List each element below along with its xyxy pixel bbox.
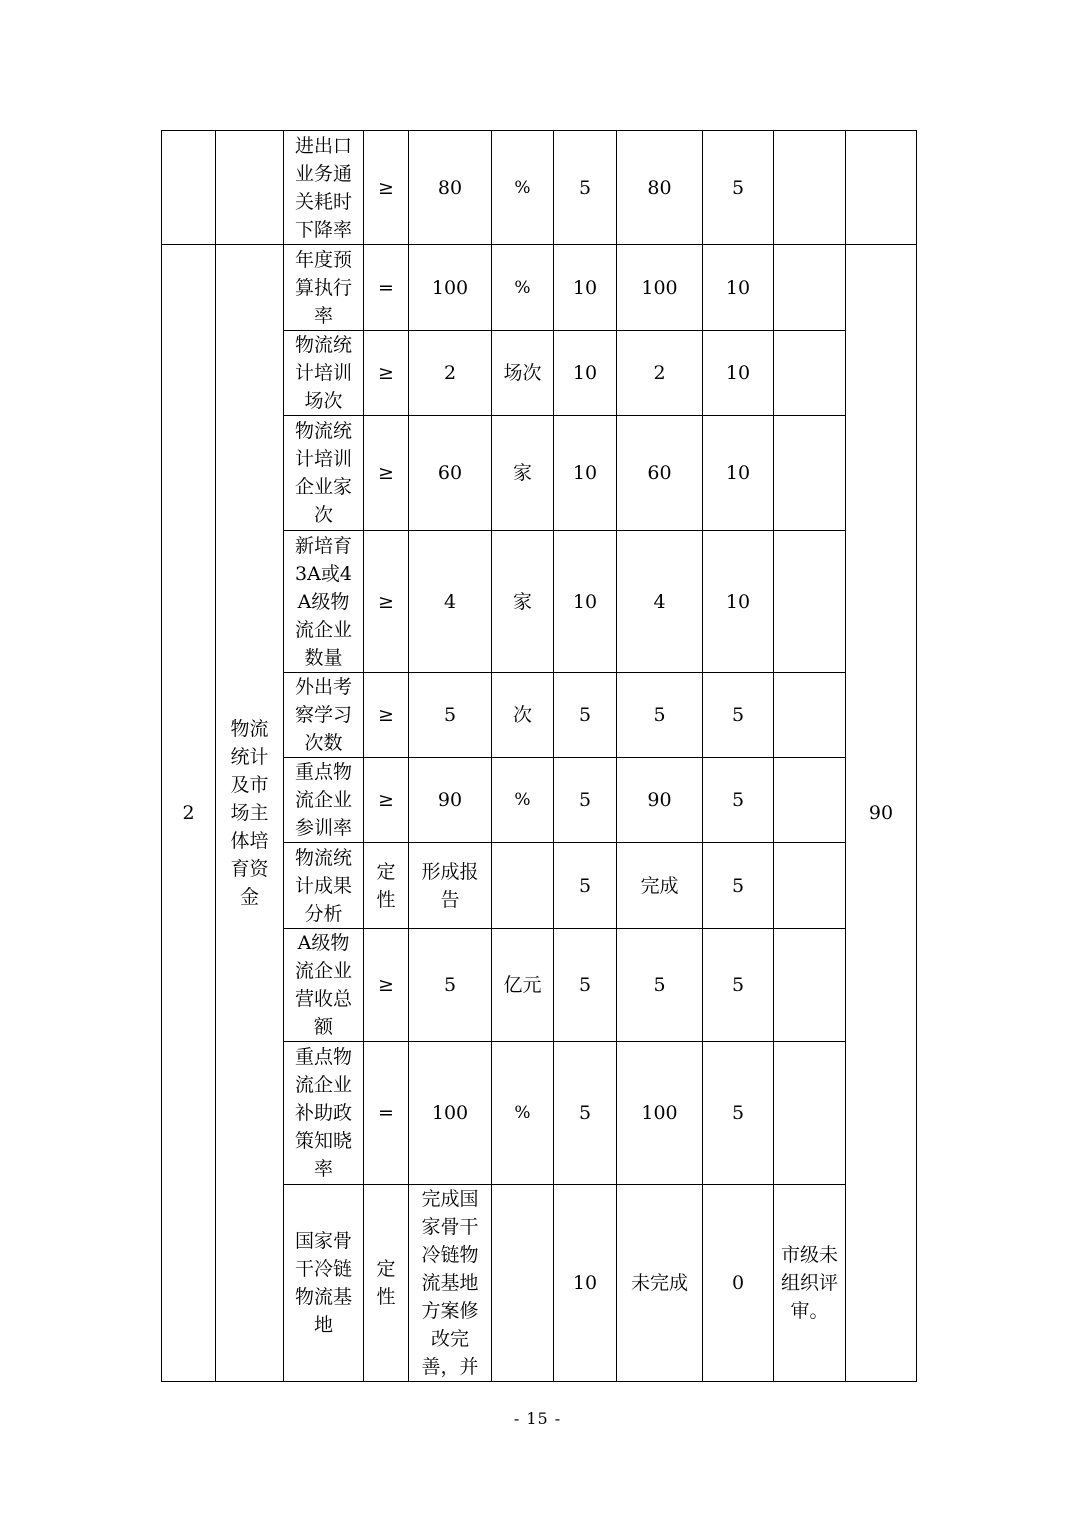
score-cell: 5 [703, 1042, 774, 1185]
project-cell [216, 131, 284, 245]
weight-cell: 10 [554, 331, 617, 416]
note-cell [774, 245, 846, 331]
weight-cell: 5 [554, 758, 617, 843]
actual-cell: 完成 [617, 843, 703, 929]
target-cell: 100 [409, 1042, 492, 1185]
note-cell [774, 416, 846, 531]
target-cell: 100 [409, 245, 492, 331]
note-cell [774, 1042, 846, 1185]
note-cell [774, 758, 846, 843]
note-cell [774, 531, 846, 673]
table-row [162, 131, 917, 245]
weight-cell: 5 [554, 131, 617, 245]
weight-cell: 10 [554, 245, 617, 331]
actual-cell: 90 [617, 758, 703, 843]
note-cell [774, 843, 846, 929]
note-cell [774, 673, 846, 758]
indicator-cell: 年度预算执行率 [284, 245, 364, 331]
operator-cell: ≥ [364, 331, 409, 416]
seq-cell [162, 131, 216, 245]
unit-cell: % [492, 758, 554, 843]
operator-cell: 定性 [364, 843, 409, 929]
score-cell: 5 [703, 673, 774, 758]
operator-cell: ≥ [364, 131, 409, 245]
unit-cell: 家 [492, 531, 554, 673]
target-cell: 5 [409, 673, 492, 758]
actual-cell: 5 [617, 929, 703, 1042]
unit-cell: % [492, 131, 554, 245]
indicator-cell: 物流统计培训企业家次 [284, 416, 364, 531]
indicator-cell: 新培育3A或4A级物流企业数量 [284, 531, 364, 673]
target-cell: 形成报告 [409, 843, 492, 929]
unit-cell [492, 843, 554, 929]
indicator-cell: 重点物流企业参训率 [284, 758, 364, 843]
indicator-cell: 外出考察学习次数 [284, 673, 364, 758]
operator-cell: ≥ [364, 531, 409, 673]
target-cell: 4 [409, 531, 492, 673]
unit-cell: 亿元 [492, 929, 554, 1042]
actual-cell: 5 [617, 673, 703, 758]
unit-cell: % [492, 245, 554, 331]
seq-cell: 2 [162, 245, 216, 1382]
target-cell: 5 [409, 929, 492, 1042]
score-cell: 10 [703, 531, 774, 673]
score-cell: 10 [703, 416, 774, 531]
score-cell: 5 [703, 843, 774, 929]
target-cell: 2 [409, 331, 492, 416]
unit-cell: 次 [492, 673, 554, 758]
operator-cell: = [364, 1042, 409, 1185]
score-cell: 5 [703, 131, 774, 245]
actual-cell: 100 [617, 1042, 703, 1185]
table-row [162, 245, 917, 331]
note-cell [774, 929, 846, 1042]
note-cell [774, 331, 846, 416]
total-cell: 90 [846, 245, 917, 1382]
project-cell: 物流统计及市场主体培育资金 [216, 245, 284, 1382]
score-cell: 5 [703, 758, 774, 843]
weight-cell: 5 [554, 1042, 617, 1185]
actual-cell: 4 [617, 531, 703, 673]
note-cell [774, 131, 846, 245]
score-cell: 5 [703, 929, 774, 1042]
target-cell: 90 [409, 758, 492, 843]
unit-cell [492, 1185, 554, 1382]
unit-cell: % [492, 1042, 554, 1185]
unit-cell: 家 [492, 416, 554, 531]
operator-cell: ≥ [364, 758, 409, 843]
indicator-table [161, 130, 917, 1382]
weight-cell: 10 [554, 1185, 617, 1382]
actual-cell: 60 [617, 416, 703, 531]
weight-cell: 10 [554, 416, 617, 531]
operator-cell: ≥ [364, 416, 409, 531]
actual-cell: 2 [617, 331, 703, 416]
target-cell: 80 [409, 131, 492, 245]
operator-cell: 定性 [364, 1185, 409, 1382]
weight-cell: 10 [554, 531, 617, 673]
actual-cell: 未完成 [617, 1185, 703, 1382]
weight-cell: 5 [554, 673, 617, 758]
note-cell: 市级未组织评审。 [774, 1185, 846, 1382]
operator-cell: ≥ [364, 929, 409, 1042]
operator-cell: ≥ [364, 673, 409, 758]
actual-cell: 100 [617, 245, 703, 331]
indicator-cell: 物流统计成果分析 [284, 843, 364, 929]
actual-cell: 80 [617, 131, 703, 245]
weight-cell: 5 [554, 843, 617, 929]
operator-cell: = [364, 245, 409, 331]
target-cell: 60 [409, 416, 492, 531]
unit-cell: 场次 [492, 331, 554, 416]
indicator-cell: 进出口业务通关耗时下降率 [284, 131, 364, 245]
total-cell [846, 131, 917, 245]
target-cell: 完成国家骨干冷链物流基地方案修改完善，并 [409, 1185, 492, 1382]
weight-cell: 5 [554, 929, 617, 1042]
indicator-cell: 重点物流企业补助政策知晓率 [284, 1042, 364, 1185]
indicator-cell: A级物流企业营收总额 [284, 929, 364, 1042]
indicator-cell: 国家骨干冷链物流基地 [284, 1185, 364, 1382]
score-cell: 10 [703, 245, 774, 331]
page-number: - 15 - [513, 1409, 562, 1428]
score-cell: 10 [703, 331, 774, 416]
indicator-cell: 物流统计培训场次 [284, 331, 364, 416]
score-cell: 0 [703, 1185, 774, 1382]
